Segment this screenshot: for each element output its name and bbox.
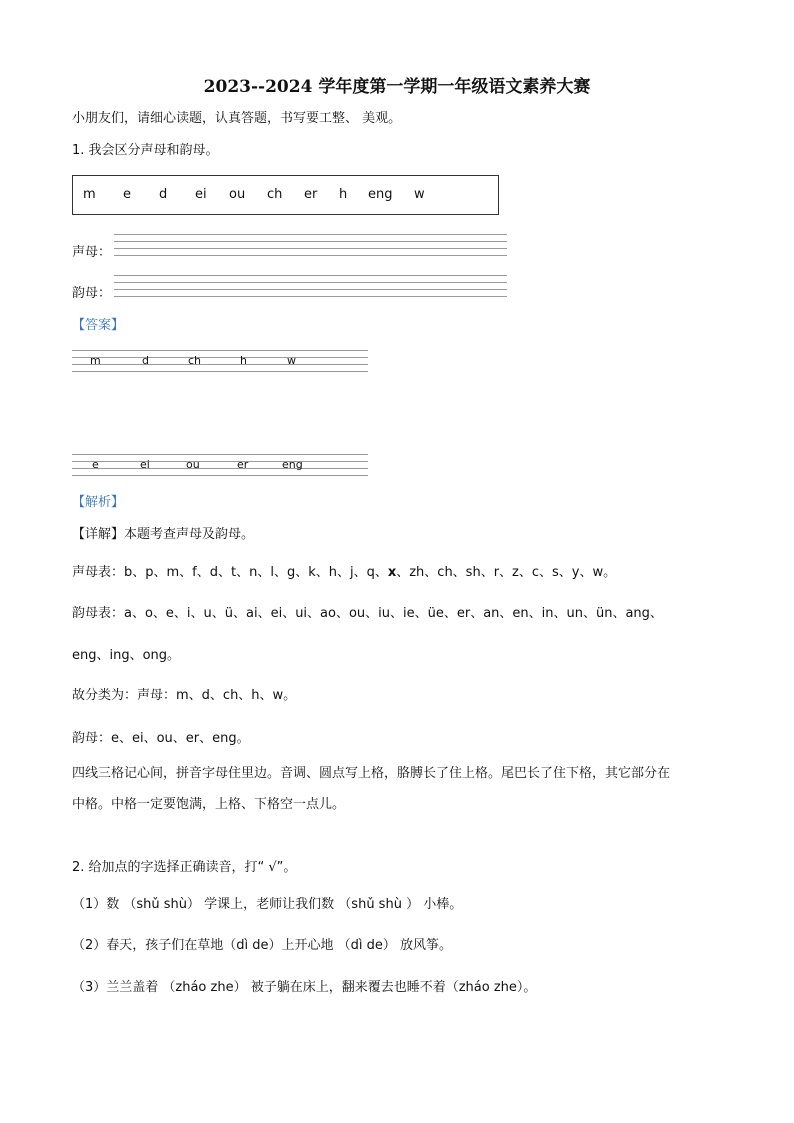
detail-tag: 【详解】 bbox=[72, 527, 125, 542]
shengmu-table-text-end: 、zh、ch、sh、r、z、c、s、y、w。 bbox=[396, 565, 617, 580]
answer-yunmu-item: er bbox=[237, 458, 249, 471]
answer-yunmu-item: e bbox=[92, 458, 99, 471]
answer-yunmu-item: ou bbox=[186, 458, 200, 471]
classify-line-1: 故分类为：声母：m、d、ch、h、w。 bbox=[72, 688, 297, 703]
answer-shengmu-item: d bbox=[142, 354, 149, 367]
page-title: 2023--2024 学年度第一学期一年级语文素养大赛 bbox=[203, 77, 591, 97]
question-2-item: （3）兰兰盖着 （zháo zhe） 被子躺在床上，翻来覆去也睡不着（zháo zhe）。 bbox=[72, 980, 537, 995]
yunmu-table-line-2: eng、ing、ong。 bbox=[72, 648, 181, 663]
answer-tag: 【答案】 bbox=[72, 318, 125, 333]
yunmu-label: 韵母： bbox=[72, 286, 112, 301]
intro-text: 小朋友们，请细心读题，认真答题，书写要工整、 美观。 bbox=[72, 111, 402, 126]
tip-line-1: 四线三格记心间，拼音字母住里边。音调、圆点写上格，胳膊长了住上格。尾巴长了住下格，其它部分在 bbox=[72, 766, 671, 781]
answer-shengmu-item: h bbox=[240, 354, 247, 367]
letter-item: eng bbox=[368, 187, 393, 202]
answer-shengmu-item: w bbox=[287, 354, 296, 367]
question-2-item: （1）数 （shǔ shù） 学课上，老师让我们数 （shǔ shù ） 小棒。 bbox=[72, 897, 463, 912]
answer-shengmu-item: ch bbox=[188, 354, 202, 367]
question-2-prompt: 2. 给加点的字选择正确读音，打“ √”。 bbox=[72, 860, 297, 875]
letter-box bbox=[72, 175, 499, 215]
answer-shengmu-lines bbox=[72, 350, 368, 374]
answer-yunmu-item: ei bbox=[140, 458, 150, 471]
letter-item: ou bbox=[229, 187, 246, 202]
shengmu-table-text: b、p、m、f、d、t、n、l、g、k、h、j、q、 bbox=[124, 565, 388, 580]
yunmu-writing-lines[interactable] bbox=[114, 275, 507, 299]
tip-line-2: 中格。中格一定要饱满，上格、下格空一点儿。 bbox=[72, 797, 346, 812]
letter-item: d bbox=[159, 187, 168, 202]
shengmu-table-bold: x bbox=[387, 565, 397, 580]
analysis-detail bbox=[72, 527, 254, 543]
letter-item: ei bbox=[195, 187, 207, 202]
shengmu-table-label: 声母表： bbox=[72, 565, 125, 580]
question-1-prompt: 1. 我会区分声母和韵母。 bbox=[72, 143, 219, 158]
shengmu-writing-lines[interactable] bbox=[114, 234, 507, 258]
letter-item: er bbox=[304, 187, 318, 202]
detail-text: 本题考查声母及韵母。 bbox=[124, 527, 255, 542]
yunmu-table-line-1: 韵母表：a、o、e、i、u、ü、ai、ei、ui、ao、ou、iu、ie、üe、er、an、en、in、un、ün、ang、 bbox=[72, 606, 663, 621]
question-2-item: （2）春天，孩子们在草地（dì de）上开心地 （dì de） 放风筝。 bbox=[72, 938, 453, 953]
answer-shengmu-item: m bbox=[90, 354, 101, 367]
shengmu-table bbox=[72, 565, 616, 581]
answer-yunmu-item: eng bbox=[282, 458, 303, 471]
letter-item: m bbox=[83, 187, 96, 202]
shengmu-label: 声母： bbox=[72, 245, 112, 260]
classify-line-2: 韵母：e、ei、ou、er、eng。 bbox=[72, 731, 250, 746]
letter-item: e bbox=[123, 187, 131, 202]
analysis-tag: 【解析】 bbox=[72, 495, 125, 510]
letter-item: ch bbox=[267, 187, 283, 202]
letter-item: h bbox=[339, 187, 348, 202]
answer-yunmu-lines bbox=[72, 454, 368, 478]
letter-item: w bbox=[414, 187, 425, 202]
